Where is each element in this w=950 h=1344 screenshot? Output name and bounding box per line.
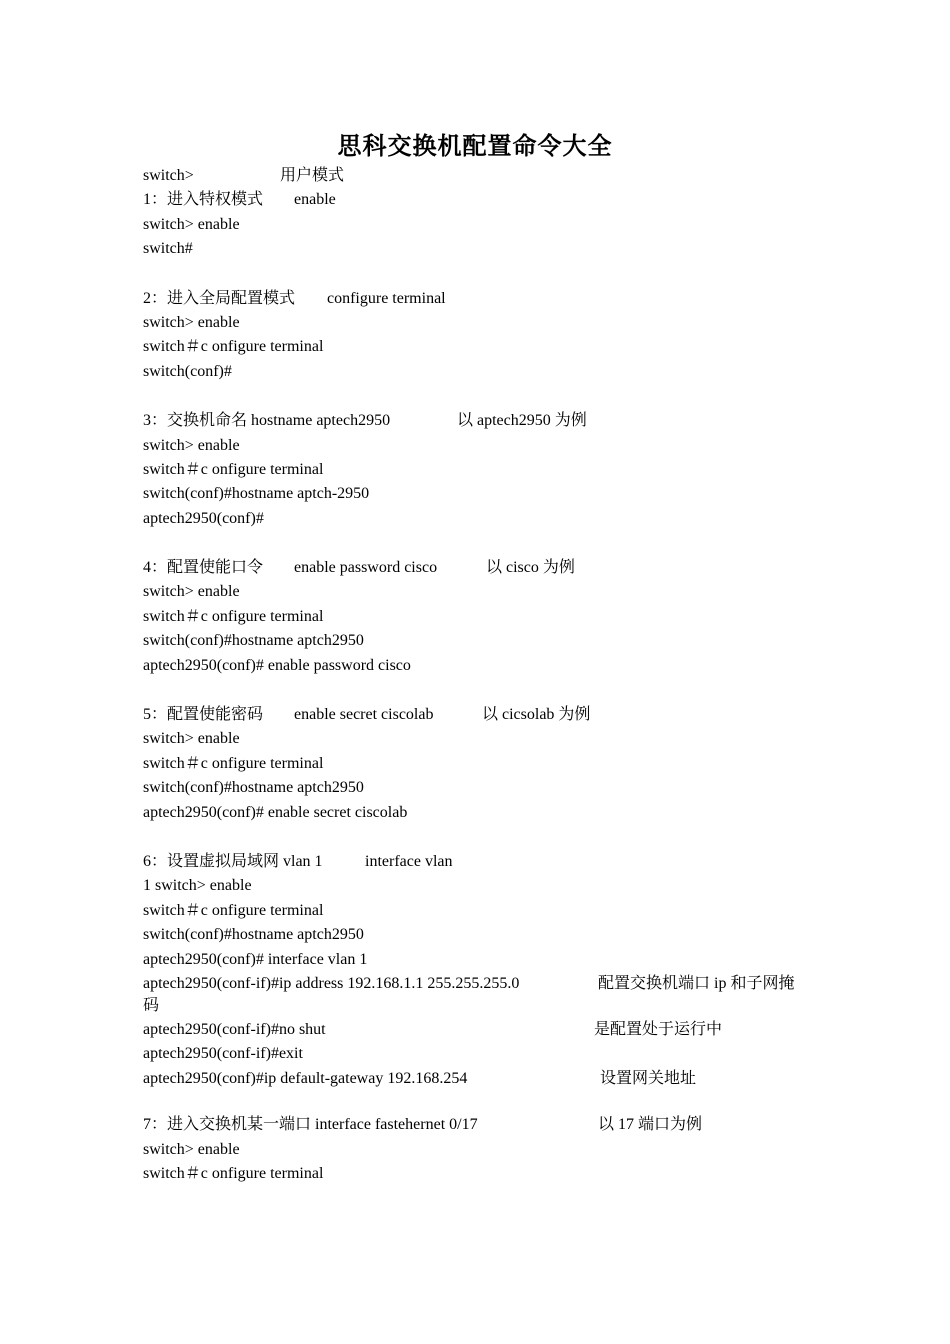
section-5-title: 5：配置使能密码 — [143, 706, 264, 724]
code-line: aptech2950(conf-if)#exit — [143, 1045, 303, 1063]
code-line: switch> enable — [143, 1140, 240, 1158]
code-line: aptech2950(conf)# interface vlan 1 — [143, 950, 368, 968]
code-line: switch> enable — [143, 583, 240, 601]
code-line: switch＃c onfigure terminal — [143, 1164, 324, 1182]
code-line: aptech2950(conf)# enable password cisco — [143, 656, 411, 674]
section-6-title: 6：设置虚拟局域网 vlan 1 — [143, 852, 323, 870]
section-4-heading — [143, 556, 813, 580]
ip-address-line — [143, 972, 813, 1018]
section-5-note: 以 cicsolab 为例 — [482, 706, 591, 724]
no-shut-note: 是配置处于运行中 — [594, 1020, 723, 1038]
ip-address-command: aptech2950(conf-if)#ip address 192.168.1.1 255.255.255.0 — [143, 974, 520, 992]
section-3-title: 3：交换机命名 hostname aptech2950 — [143, 412, 391, 430]
user-mode-note: 用户模式 — [280, 167, 345, 184]
code-line: aptech2950(conf)# — [143, 509, 264, 527]
code-line: switch> enable — [143, 215, 240, 233]
no-shut-line — [143, 1018, 813, 1042]
document-body — [143, 164, 813, 1186]
code-line: switch(conf)#hostname aptch-2950 — [143, 485, 370, 503]
section-5-command: enable secret ciscolab — [294, 706, 434, 724]
section-4-note: 以 cisco 为例 — [486, 559, 575, 577]
gateway-note: 设置网关地址 — [600, 1069, 697, 1087]
section-4-command: enable password cisco — [294, 559, 438, 577]
section-6-command: interface vlan — [365, 852, 453, 870]
gateway-command: aptech2950(conf)#ip default-gateway 192.168.254 — [143, 1069, 468, 1087]
section-7-title: 7：进入交换机某一端口 interface fastehernet 0/17 — [143, 1116, 478, 1134]
code-line: switch> enable — [143, 436, 240, 454]
code-line: switch(conf)#hostname aptch2950 — [143, 926, 364, 944]
code-line: switch# — [143, 240, 193, 258]
code-line: switch> enable — [143, 730, 240, 748]
user-mode-line — [143, 164, 813, 188]
no-shut-command: aptech2950(conf-if)#no shut — [143, 1020, 326, 1038]
ip-address-note-wrap: 码 — [143, 996, 160, 1014]
page-title: 思科交换机配置命令大全 — [337, 132, 613, 160]
section-6-heading — [143, 850, 813, 874]
section-3-heading — [143, 409, 813, 433]
code-line: switch＃c onfigure terminal — [143, 901, 324, 919]
code-line: switch(conf)# — [143, 362, 232, 380]
section-7-note: 以 17 端口为例 — [598, 1116, 703, 1134]
code-line: switch> enable — [143, 313, 240, 331]
code-line: aptech2950(conf)# enable secret ciscolab — [143, 803, 408, 821]
section-7-heading — [143, 1113, 813, 1137]
section-5-heading — [143, 703, 813, 727]
code-line: switch(conf)#hostname aptch2950 — [143, 632, 364, 650]
gateway-line — [143, 1067, 813, 1091]
code-line: 1 switch> enable — [143, 877, 252, 895]
ip-address-note-part: 配置交换机端口 ip 和子网掩 — [598, 974, 795, 992]
code-line: switch＃c onfigure terminal — [143, 460, 324, 478]
section-4-title: 4：配置使能口令 — [143, 559, 264, 577]
code-line: switch＃c onfigure terminal — [143, 754, 324, 772]
code-line: switch(conf)#hostname aptch2950 — [143, 779, 364, 797]
section-2-title: 2：进入全局配置模式 — [143, 289, 296, 307]
section-1-heading — [143, 188, 813, 212]
section-2-command: configure terminal — [327, 289, 446, 307]
section-1-command: enable — [294, 191, 336, 209]
code-line: switch＃c onfigure terminal — [143, 607, 324, 625]
section-1-title: 1：进入特权模式 — [143, 191, 264, 209]
code-line: switch＃c onfigure terminal — [143, 338, 324, 356]
section-3-note: 以 aptech2950 为例 — [457, 412, 587, 430]
user-mode-prompt: switch> — [143, 167, 194, 184]
section-2-heading — [143, 287, 813, 311]
